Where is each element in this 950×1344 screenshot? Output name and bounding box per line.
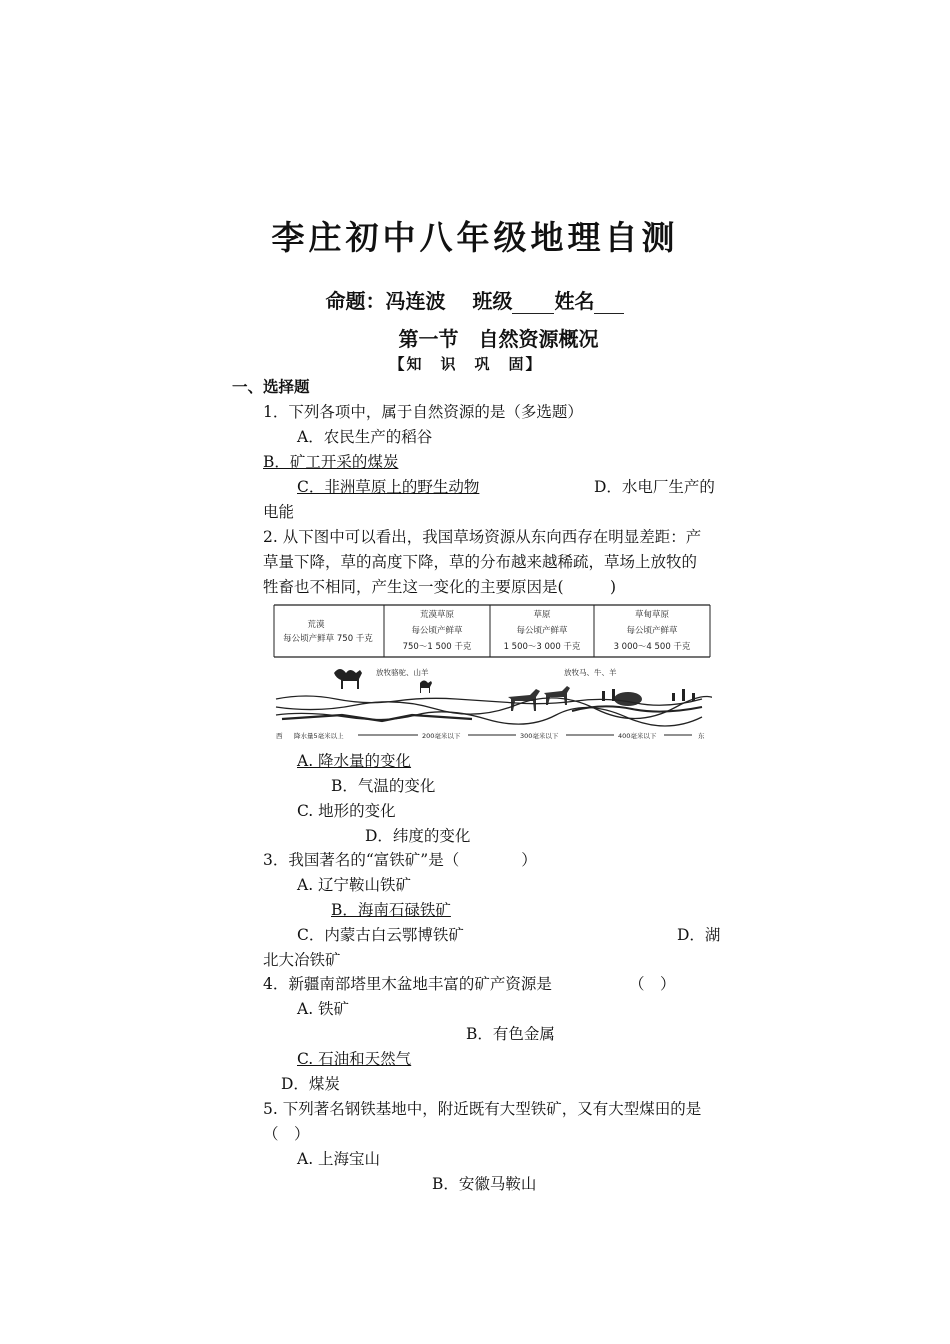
q5-line-2[interactable]: （ ） xyxy=(263,1125,310,1143)
grassland-figure xyxy=(272,603,712,743)
cell-3-name: 草原 xyxy=(533,610,551,620)
subtitle-name-label: 姓名 xyxy=(554,289,595,313)
q4-option-a[interactable]: A. 铁矿 xyxy=(297,1000,350,1018)
q4-answer-paren[interactable]: （ ） xyxy=(629,975,676,993)
q3-option-b[interactable]: B．海南石碌铁矿 xyxy=(331,901,451,919)
q3-option-d[interactable]: D．湖 xyxy=(677,926,721,944)
q1-option-c[interactable]: C．非洲草原上的野生动物 xyxy=(297,478,480,496)
ground-texture xyxy=(276,696,712,726)
q1-option-d-continued: 电能 xyxy=(263,503,295,521)
q3-option-c[interactable]: C．内蒙古白云鄂博铁矿 xyxy=(297,926,464,944)
cell-4-line3: 3 000～4 500 千克 xyxy=(613,642,691,652)
q4-option-c[interactable]: C. 石油和天然气 xyxy=(297,1050,412,1068)
q3-option-d-continued: 北大冶铁矿 xyxy=(263,951,341,969)
label-horse-cattle: 放牧马、牛、羊 xyxy=(564,668,617,677)
q1-option-a[interactable]: A．农民生产的稻谷 xyxy=(297,428,433,446)
cell-1-line2: 每公顷产鲜草 750 千克 xyxy=(283,634,373,644)
rain-label-3: 300毫米以下 xyxy=(520,732,559,740)
q2-option-b[interactable]: B．气温的变化 xyxy=(331,777,436,795)
cell-4-name: 草甸草原 xyxy=(634,610,670,620)
grassland-diagram xyxy=(272,603,712,743)
rain-label-4: 400毫米以下 xyxy=(618,732,657,740)
q5-option-b[interactable]: B．安徽马鞍山 xyxy=(432,1175,537,1193)
cell-4-line2: 每公顷产鲜草 xyxy=(626,626,678,636)
page-subtitle xyxy=(0,285,950,314)
q3-stem: 3．我国著名的“富铁矿”是（ ） xyxy=(263,851,537,869)
cell-1-name: 荒漠 xyxy=(307,620,325,630)
q2-line-2: 草量下降，草的高度下降，草的分布越来越稀疏，草场上放牧的 xyxy=(263,553,698,571)
q4-stem: 4．新疆南部塔里木盆地丰富的矿产资源是 xyxy=(263,975,552,993)
section-title: 第一节 自然资源概况 xyxy=(398,327,599,351)
label-camel-goat: 放牧骆驼、山羊 xyxy=(376,668,429,677)
class-blank[interactable] xyxy=(512,295,554,314)
subtitle-prefix: 命题：冯连波 班级 xyxy=(325,289,513,313)
rain-label-1: 降水量5毫米以上 xyxy=(294,732,344,740)
q5-line-1: 5. 下列著名钢铁基地中，附近既有大型铁矿，又有大型煤田的是 xyxy=(263,1100,702,1118)
q4-option-d[interactable]: D．煤炭 xyxy=(281,1075,340,1093)
q4-option-b[interactable]: B．有色金属 xyxy=(466,1025,555,1043)
q2-line-1: 2. 从下图中可以看出，我国草场资源从东向西存在明显差距：产 xyxy=(263,528,702,546)
axis-east-label: 东 xyxy=(698,732,705,740)
knowledge-heading: 【知 识 巩 固】 xyxy=(389,355,543,373)
cell-2-line2: 每公顷产鲜草 xyxy=(411,626,463,636)
rain-label-2: 200毫米以下 xyxy=(422,732,461,740)
name-blank[interactable] xyxy=(594,295,624,314)
q1-stem: 1．下列各项中，属于自然资源的是（多选题） xyxy=(263,403,583,421)
q1-option-d[interactable]: D．水电厂生产的 xyxy=(594,478,715,496)
page-title: 李庄初中八年级地理自测 xyxy=(271,218,679,257)
cell-2-name: 荒漠草原 xyxy=(419,610,455,620)
part-heading: 一、选择题 xyxy=(232,377,310,396)
q2-option-d[interactable]: D．纬度的变化 xyxy=(365,827,471,845)
q1-option-b[interactable]: B．矿工开采的煤炭 xyxy=(263,453,399,471)
cell-3-line2: 每公顷产鲜草 xyxy=(516,626,568,636)
cell-2-line3: 750～1 500 千克 xyxy=(402,642,472,652)
axis-west-label: 西 xyxy=(276,732,283,740)
q5-option-a[interactable]: A. 上海宝山 xyxy=(297,1150,381,1168)
cell-3-line3: 1 500～3 000 千克 xyxy=(503,642,581,652)
q3-option-a[interactable]: A. 辽宁鞍山铁矿 xyxy=(297,876,412,894)
q2-option-a[interactable]: A. 降水量的变化 xyxy=(297,752,412,770)
q2-line-3: 牲畜也不相同，产生这一变化的主要原因是( ) xyxy=(263,578,617,596)
q2-option-c[interactable]: C. 地形的变化 xyxy=(297,802,396,820)
